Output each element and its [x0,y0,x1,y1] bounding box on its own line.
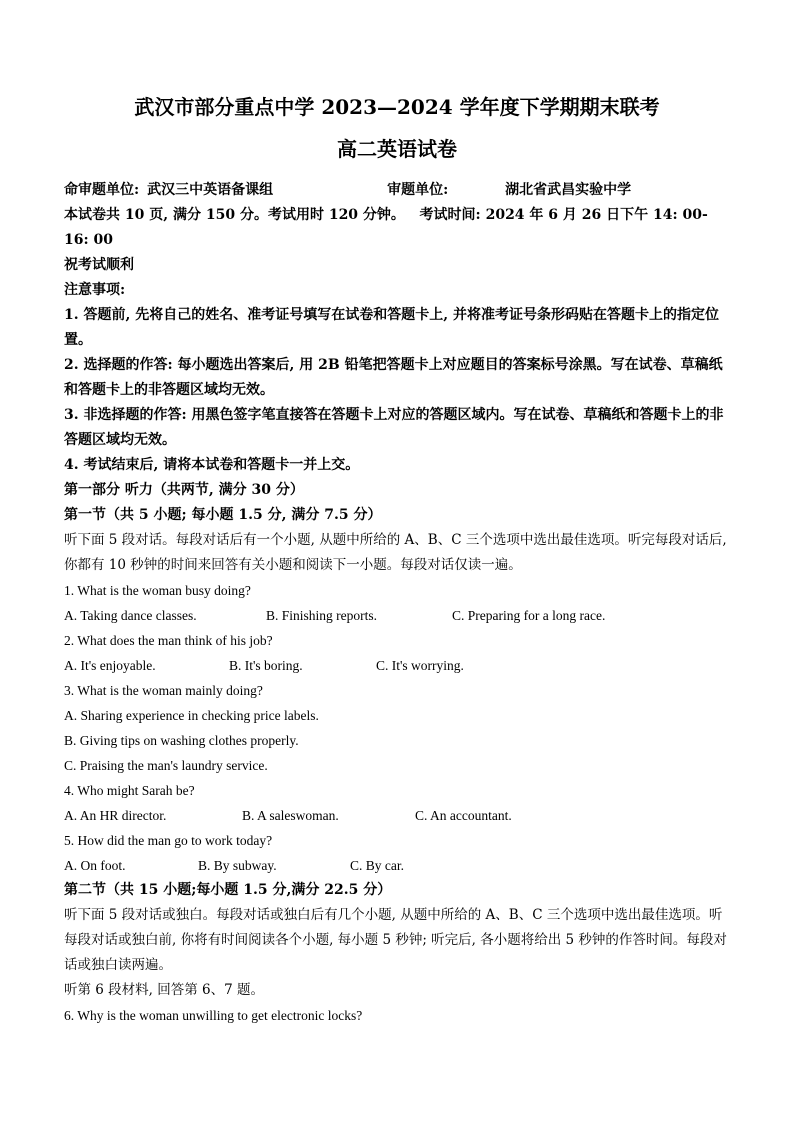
option-b: B. By subway. [198,858,277,873]
exam-info-line-1: 本试卷共 10 页, 满分 150 分。考试用时 120 分钟。 考试时间: 2024 年 6 月 26 日下午 14: 00- [64,207,708,223]
question-6: 6. Why is the woman unwilling to get electronic locks? [64,1008,363,1023]
author-value: 武汉三中英语备课组 [147,182,274,198]
question-3: 3. What is the woman mainly doing? [64,683,263,698]
part1-heading: 第一部分 听力（共两节, 满分 30 分） [64,482,304,498]
reviewer-value: 湖北省武昌实验中学 [505,182,632,198]
author-label: 命审题单位: [64,182,140,198]
question-4-options [64,803,730,828]
option-b: B. Giving tips on washing clothes properly. [64,733,299,748]
question-2-options [64,653,730,678]
wish-text: 祝考试顺利 [64,257,134,273]
section2-heading: 第二节（共 15 小题;每小题 1.5 分,满分 22.5 分） [64,882,392,898]
note-item-4: 4. 考试结束后, 请将本试卷和答题卡一并上交。 [64,457,360,473]
note-item-2: 2. 选择题的作答: 每小题选出答案后, 用 2B 铅笔把答题卡上对应题目的答案标号涂黑。写在试卷、草稿纸和答题卡上的非答题区域均无效。 [64,357,723,398]
option-a: A. Sharing experience in checking price labels. [64,708,319,723]
option-a: A. Taking dance classes. [64,608,197,623]
question-2: 2. What does the man think of his job? [64,633,273,648]
option-c: C. Preparing for a long race. [452,608,606,623]
author-row [64,178,730,203]
option-a: A. On foot. [64,858,126,873]
question-5-options [64,853,730,878]
material-note: 听第 6 段材料, 回答第 6、7 题。 [64,982,265,998]
option-c: C. An accountant. [415,808,512,823]
note-item-1: 1. 答题前, 先将自己的姓名、准考证号填写在试卷和答题卡上, 并将准考证号条形码贴在答题卡上的指定位置。 [64,307,719,348]
option-b: B. Finishing reports. [266,608,378,623]
section1-heading: 第一节（共 5 小题; 每小题 1.5 分, 满分 7.5 分） [64,507,382,523]
notes-heading: 注意事项: [64,282,126,298]
exam-info-line-2: 16: 00 [64,232,114,248]
note-item-3: 3. 非选择题的作答: 用黑色签字笔直接答在答题卡上对应的答题区域内。写在试卷、草稿纸和答题卡上的非答题区域均无效。 [64,407,724,448]
section1-instructions: 听下面 5 段对话。每段对话后有一个小题, 从题中所给的 A、B、C 三个选项中选出最佳选项。听完每段对话后, 你都有 10 秒钟的时间来回答有关小题和阅读下一小题。每段对话仅读一遍。 [64,532,727,573]
option-c: C. Praising the man's laundry service. [64,758,268,773]
option-b: B. It's boring. [229,658,303,673]
question-5: 5. How did the man go to work today? [64,833,273,848]
reviewer-label: 审题单位: [387,182,449,198]
option-a: A. It's enjoyable. [64,658,156,673]
exam-subtitle: 高二英语试卷 [337,137,457,161]
question-1-options [64,603,730,628]
question-1: 1. What is the woman busy doing? [64,583,251,598]
question-4: 4. Who might Sarah be? [64,783,195,798]
exam-title: 武汉市部分重点中学 2023—2024 学年度下学期期末联考 [134,95,660,119]
option-b: B. A saleswoman. [242,808,339,823]
section2-instructions: 听下面 5 段对话或独白。每段对话或独白后有几个小题, 从题中所给的 A、B、C 三个选项中选出最佳选项。听每段对话或独白前, 你将有时间阅读各个小题, 每小题 5 秒钟; 听完后, 各小题将给出 5 秒钟的作答时间。每段对话或独白读两遍。 [64,907,727,973]
option-a: A. An HR director. [64,808,167,823]
option-c: C. By car. [350,858,404,873]
option-c: C. It's worrying. [376,658,464,673]
